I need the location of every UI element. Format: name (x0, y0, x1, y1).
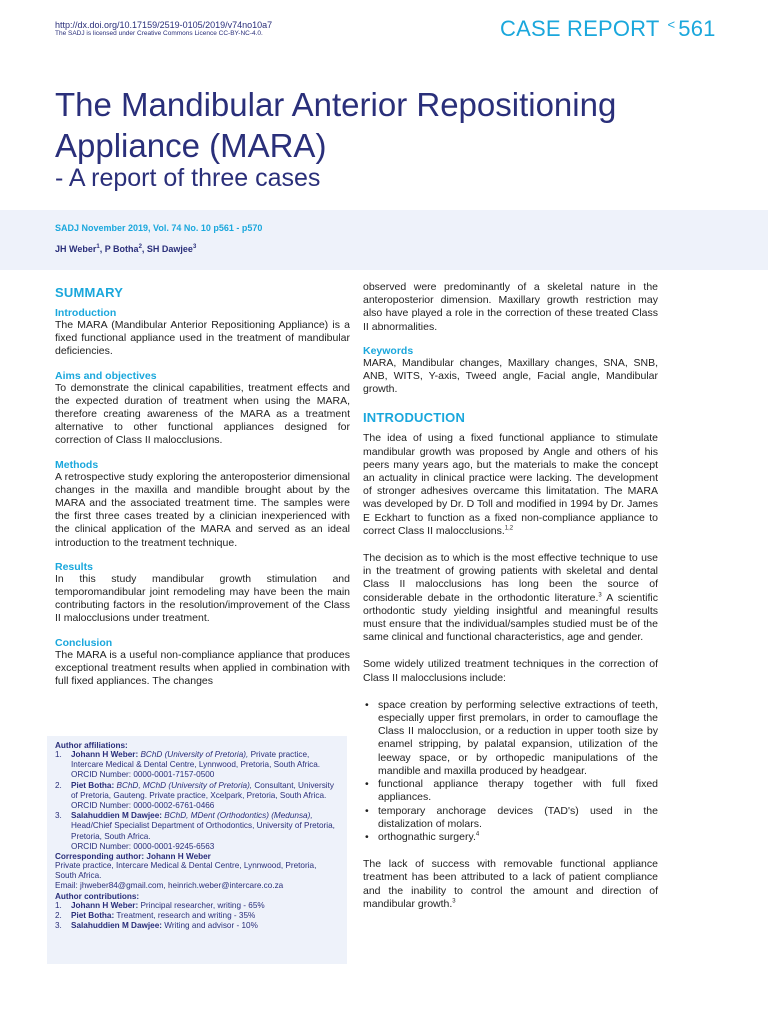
introduction-heading: INTRODUCTION (363, 410, 466, 426)
keywords-text: MARA, Mandibular changes, Maxillary changes, SNA, SNB, ANB, WITS, Y-axis, Tweed angle, Facial angle, Mandibular growth. (363, 356, 658, 396)
affiliation-degree: BChD, MChD (University of Pretoria), (114, 780, 253, 790)
list-item-text: functional appliance therapy together with full fixed appliances. (378, 778, 658, 804)
keywords-subheading: Keywords (363, 344, 414, 357)
list-item (363, 805, 658, 831)
introduction-paragraph (363, 552, 658, 644)
methods-text: A retrospective study exploring the anteroposterior dimensional changes in the maxilla and mandible brought about by the MARA and the associated treatment time. The samples were the first three cases treated by a clinician inexperienced with the clinical application of the MARA and served as an ideal introduction to the treatment technique. (55, 470, 350, 549)
author-list: JH Weber$^1$, P Botha$^2$, SH Dawjee$^3$ (55, 244, 197, 254)
list-item-text (378, 831, 658, 844)
paragraph-text: The lack of success with removable functional appliance treatment has been attributed to a lack of patient compliance and the inability to control the amount and direction of mandibular growth. (363, 858, 658, 910)
introduction-paragraph (363, 858, 658, 911)
author-name: JH Weber (55, 244, 97, 254)
contributor-name: Piet Botha: (71, 910, 115, 920)
citation-band (0, 210, 768, 270)
orcid-number: ORCID Number: 0000-0001-9245-6563 (71, 841, 215, 851)
author-name: SH Dawjee (146, 244, 193, 254)
author-name: P Botha (104, 244, 139, 254)
contribution-item (55, 901, 339, 911)
affiliations-heading: Author affiliations: (55, 741, 128, 750)
author-affiliations-box (47, 736, 347, 964)
corresponding-address: Private practice, Intercare Medical & Dental Centre, Lynnwood, Pretoria, South Africa. (55, 861, 317, 881)
license-note: The SADJ is licensed under Creative Commons Licence CC-BY-NC-4.0. (55, 30, 263, 37)
affiliation-name: Johann H Weber: (71, 750, 139, 759)
contribution-number: 2. (55, 910, 62, 920)
affiliation-degree: BChD, MDent (Orthodontics) (Medunsa), (162, 811, 313, 821)
orcid-number: ORCID Number: 0000-0002-6761-0466 (71, 801, 215, 811)
aims-subheading: Aims and objectives (55, 369, 157, 382)
affiliation-details: Head/Chief Specialist Department of Orthodontics, University of Pretoria, Pretoria, South Africa. (71, 821, 335, 841)
introduction-paragraph (363, 432, 658, 538)
article-subtitle: - A report of three cases (55, 164, 321, 192)
article-title: The Mandibular Anterior Repositioning Appliance (MARA) (55, 86, 617, 164)
list-item (363, 831, 658, 844)
author-affiliation-ref: 1 (96, 244, 100, 250)
bullet-marker: • (365, 778, 369, 791)
author-affiliation-ref: 2 (138, 244, 142, 250)
affiliation-item (55, 781, 339, 812)
affiliation-number: 1. (55, 750, 62, 759)
page-marker: < (667, 17, 676, 32)
reference-marker: 3 (598, 592, 602, 599)
affiliation-details: Consultant, University of Pretoria, Gauteng. Private practice, Xcelpark, Pretoria, South Africa. (71, 780, 334, 800)
affiliation-details: Private practice, Intercare Medical & Dental Centre, Lynnwood, Pretoria, South Africa. (71, 750, 321, 770)
reference-marker: 1,2 (504, 525, 514, 532)
methods-subheading: Methods (55, 458, 99, 471)
contributions-heading: Author contributions: (55, 891, 140, 901)
orcid-number: ORCID Number: 0000-0001-7157-0500 (71, 770, 215, 780)
contribution-number: 1. (55, 900, 62, 910)
bullet-marker: • (365, 698, 369, 711)
affiliation-name: Piet Botha: (71, 780, 115, 790)
author-affiliation-ref: 3 (192, 244, 197, 250)
section-label (500, 16, 716, 42)
bullet-marker: • (365, 804, 369, 817)
list-item-text: temporary anchorage devices (TAD's) used in the distalization of molars. (378, 804, 658, 830)
introduction-subheading: Introduction (55, 307, 117, 319)
list-item (363, 699, 658, 778)
contribution-role: Writing and advisor - 10% (162, 921, 258, 931)
affiliation-item (55, 750, 339, 781)
contributor-name: Johann H Weber: (71, 900, 139, 910)
contribution-item (55, 911, 339, 921)
conclusion-text: The MARA is a useful non-compliance appliance that produces exceptional treatment results when applied in combination with full fixed appliances. The changes (55, 648, 350, 688)
list-item (363, 778, 658, 804)
aims-text: To demonstrate the clinical capabilities, treatment effects and the expected duration of treatment when using the MARA, therefore creating awareness of the MARA as a treatment alternative to other functional appliances designed for correction of Class II malocclusions. (55, 381, 350, 447)
summary-heading: SUMMARY (55, 285, 124, 300)
reference-marker: 3 (452, 898, 456, 905)
conclusion-subheading: Conclusion (55, 636, 113, 649)
affiliation-item (55, 811, 339, 852)
contribution-role: Principal researcher, writing - 65% (138, 900, 265, 910)
summary-column (55, 285, 350, 688)
list-item-text: space creation by performing selective extractions of teeth, especially upper first premolars, in order to camouflage the Class II malocclusion, or a reduction in upper tooth size by enamel stripping, by palatal expansion, utilization of the leeway space, or by orthopedic manipulations of the mandible and maxilla produced by headgear. (378, 698, 658, 777)
doi-link[interactable]: http://dx.doi.org/10.17159/2519-0105/2019/v74no10a7 (55, 20, 273, 30)
section-label-text: CASE REPORT (500, 16, 660, 41)
introduction-paragraph: Some widely utilized treatment techniques in the correction of Class II malocclusions include: (363, 658, 658, 684)
page-number: 561 (678, 16, 716, 41)
corresponding-author-heading: Corresponding author: Johann H Weber (55, 852, 211, 862)
reference-marker: 4 (475, 831, 480, 838)
paragraph-text: The idea of using a fixed functional appliance to stimulate mandibular growth was proposed by Angle and others of his peers many years ago, but the materials to make the concept an actuality in clinical practice were lacking. The development of stronger adhesives overcame this limitatation. The MARA was developed by Dr. D Toll and modified in 1994 by Dr. James E Eckhart to function as a fixed non-compliance appliance to correct Class II malocclusions. (363, 432, 658, 537)
results-subheading: Results (55, 560, 93, 573)
contribution-number: 3. (55, 921, 62, 931)
bullet-marker: • (365, 830, 369, 843)
corresponding-email[interactable]: Email: jhweber84@gmail.com, heinrich.weber@intercare.co.za (55, 881, 284, 891)
contributor-name: Salahuddien M Dawjee: (71, 921, 162, 931)
list-item-body: orthognathic surgery. (378, 830, 476, 843)
treatment-techniques-list (363, 699, 658, 844)
affiliation-number: 3. (55, 811, 62, 821)
paragraph-text: A scientific orthodontic study yielding insightful and meaningful results must ensure that the individual/samples studied must be of the same clinical and functional characteristics, age and gender. (363, 591, 658, 644)
contribution-item (55, 921, 339, 931)
introduction-abstract: The MARA (Mandibular Anterior Repositioning Appliance) is a fixed functional appliance used in the treatment of mandibular deficiencies. (55, 319, 350, 358)
results-text: In this study mandibular growth stimulation and temporomandibular joint remodeling may have been the main contributing factors in the resolution/improvement of the Class II malocclusions under treatment. (55, 572, 350, 625)
affiliation-name: Salahuddien M Dawjee: (71, 811, 162, 821)
affiliation-number: 2. (55, 780, 62, 790)
contribution-role: Treatment, research and writing - 35% (114, 910, 256, 920)
conclusion-continued: observed were predominantly of a skeletal nature in the anteroposterior dimension. Maxillary growth restriction may also have played a role in the correction of these treated Class II abnormalities. (363, 281, 658, 333)
paragraph-text: The decision as to which is the most effective technique to use in the treatment of growing patients with skeletal and dental Class II malocclusions has long been the source of considerable debate in the orthodontic literature. (363, 552, 658, 604)
affiliation-degree: BChD (University of Pretoria), (138, 750, 249, 759)
right-column (363, 281, 658, 911)
citation: SADJ November 2019, Vol. 74 No. 10 p561 - p570 (55, 223, 263, 233)
